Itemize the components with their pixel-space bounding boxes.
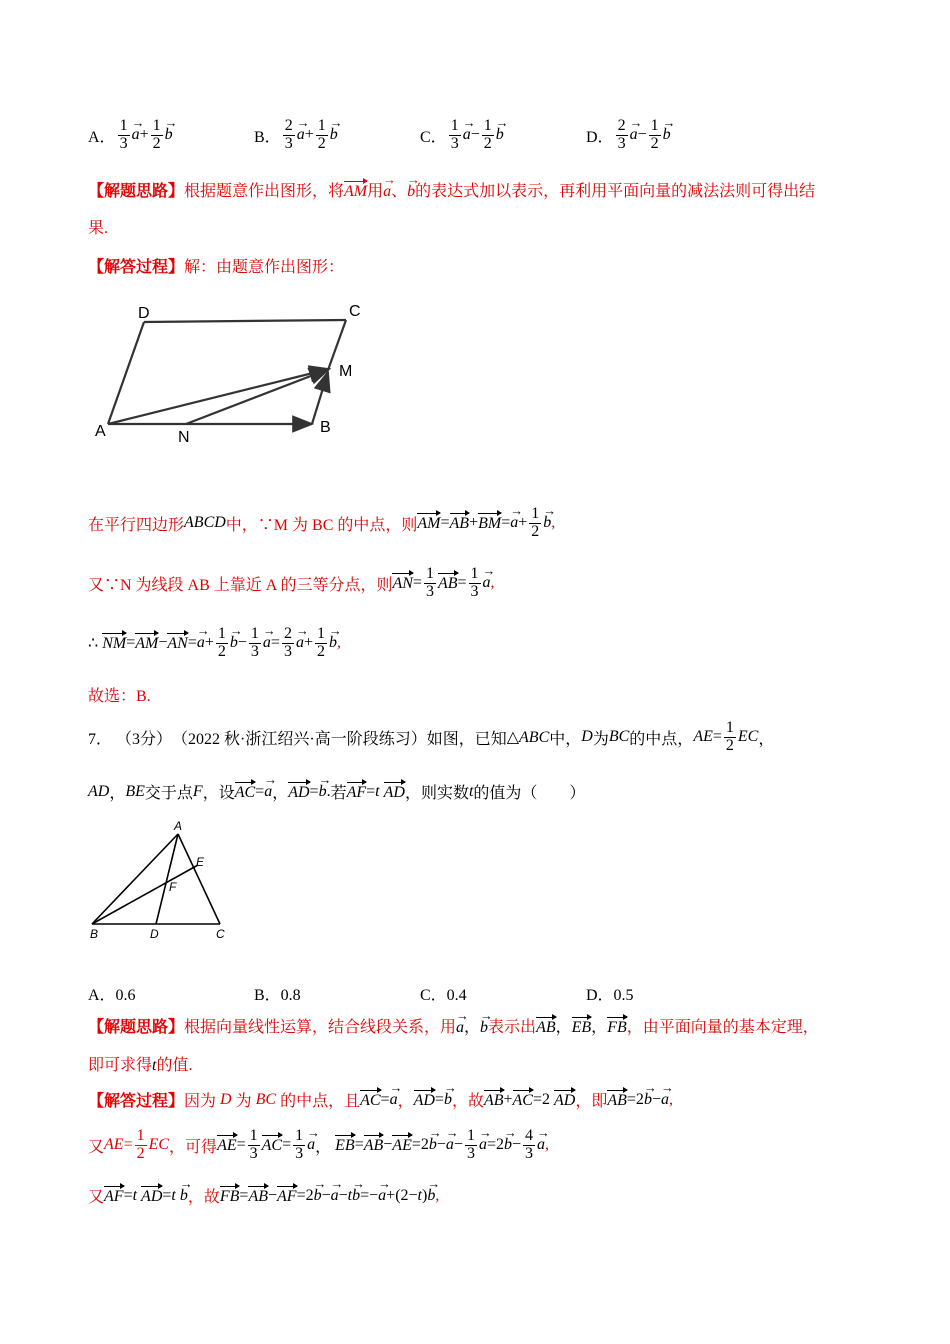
- q6-answer: 故选：B.: [88, 688, 151, 705]
- q6-step-1: 在平行四边形 ABCD 中，∵M 为 BC 的中点，则 AM = AB + BM = → a + $\frac{1}{2}$ → b ,: [88, 506, 555, 541]
- q7-process-line: 【解答过程】 因为 D 为 BC 的中点，且 AC = → a ， AD = → b ，故 AB + AC =2 AD ，即 AB =2 → b − → a ,: [88, 1088, 673, 1111]
- label-A: A: [174, 819, 183, 833]
- label-E: E: [196, 855, 205, 869]
- q6-option-a[interactable]: A． $\frac{1}{3}$ → a + $\frac{1}{2}$ → b: [88, 118, 173, 153]
- q6-step-3: ∴ NM = AM − AN = → a + $\frac{1}{2}$ → b − $\frac{1}{3}$ → a = $\frac{2}{3}$ → a + $\frac{1}{2}$ → b ,: [88, 626, 341, 661]
- q6-parallelogram-figure: [90, 296, 380, 456]
- q6-hint-line-2: 果.: [88, 220, 109, 237]
- label-F: F: [169, 880, 177, 894]
- q7-step-3: 又 AF = t AD = t → b ，故 FB = AB − AF =2 → b − → a − t → b =− → a +(2− t ) → b ,: [88, 1184, 439, 1207]
- q7-hint-line-2: 即可求得t的值.: [88, 1057, 193, 1074]
- label-M: M: [339, 363, 353, 380]
- q7-hint-line: 【解题思路】 根据向量线性运算，结合线段关系，用 → a，→ b 表示出 AB，EB，FB ，由平面向量的基本定理，: [88, 1014, 819, 1037]
- label-C: C: [349, 303, 361, 320]
- q7-stem-line-2: AD ， BE 交于点 F ，设 AC = → a ， AD = → b . 若 AF = t AD ，则实数 t 的值为（ ）: [88, 780, 585, 803]
- q7-stem-line-1: 7． （3分） （2022 秋·浙江绍兴·高一阶段练习） 如图，已知 △ABC 中， D 为 BC 的中点， AE = $\frac{1}{2}$ EC ，: [88, 719, 775, 754]
- label-D: D: [138, 305, 150, 322]
- q6-process-line: 【解答过程】解：由题意作出图形：: [88, 259, 345, 276]
- label-B: B: [90, 927, 99, 941]
- q6-option-d[interactable]: D． $\frac{2}{3}$ → a − $\frac{1}{2}$ → b: [586, 118, 671, 153]
- q7-step-2: 又 AE = $\frac{1}{2}$ EC ，可得 AE = $\frac{1}{3}$ AC = $\frac{1}{3}$ → a ， EB = AB − AE =2 → b − → a − $\frac{1}{3}$ → a =2 → b − $\frac{4}{3}$ → a ,: [88, 1128, 549, 1163]
- q7-option-c[interactable]: C．0.4: [420, 987, 467, 1004]
- q6-step-2: 又∵N 为线段 AB 上靠近 A 的三等分点，则 AN = $\frac{1}{3}$ AB = $\frac{1}{3}$ → a ,: [88, 566, 495, 601]
- q6-option-b[interactable]: B． $\frac{2}{3}$ → a + $\frac{1}{2}$ → b: [254, 118, 338, 153]
- label-C: C: [216, 927, 225, 941]
- q7-option-a[interactable]: A．0.6: [88, 987, 136, 1004]
- label-D: D: [150, 927, 159, 941]
- q7-option-d[interactable]: D．0.5: [586, 987, 634, 1004]
- label-N: N: [178, 429, 190, 446]
- label-A: A: [95, 423, 106, 440]
- q6-hint-line: 【解题思路】根据题意作出图形，将AM用→ a、→ b的表达式加以表示，再利用平面向量的减法法则可得出结: [88, 178, 815, 201]
- q7-triangle-figure: [86, 818, 246, 948]
- label-B: B: [320, 419, 331, 436]
- q7-option-b[interactable]: B．0.8: [254, 987, 301, 1004]
- q6-option-c[interactable]: C． $\frac{1}{3}$ → a − $\frac{1}{2}$ → b: [420, 118, 504, 153]
